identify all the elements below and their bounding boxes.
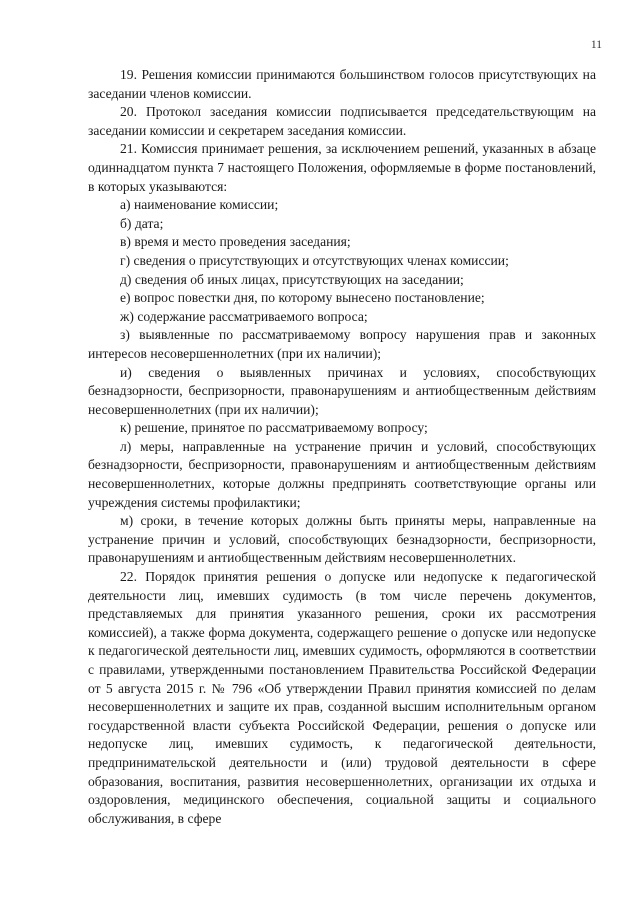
list-item-z: з) выявленные по рассматриваемому вопросу нарушения прав и законных интересов несовершеннолетних (при их наличии); — [88, 327, 596, 361]
document-body — [88, 66, 596, 828]
list-item-e: е) вопрос повестки дня, по которому вынесено постановление; — [120, 290, 485, 306]
paragraph-22: 22. Порядок принятия решения о допуске или недопуске к педагогической деятельности лиц, имевших судимость (в том числе перечень документов, представляемых для принятия указанного решения, сроки их рассмотрения комиссией), а также форма документа, содержащего решение о допуске или недопуске к педагогической деятельности лиц, имевших судимость, оформляются в соответствии с правилами, утвержденными постановлением Правительства Российской Федерации от 5 августа 2015 г. № 796 «Об утверждении Правил принятия комиссией по делам несовершеннолетних и защите их прав, созданной высшим исполнительным органом государственной власти субъекта Российской Федерации, решения о допуске или недопуске лиц, имевших судимость, к педагогической деятельности, предпринимательской деятельности и (или) трудовой деятельности в сфере образования, воспитания, развития несовершеннолетних, организации их отдыха и оздоровления, медицинского обеспечения, социальной защиты и социального обслуживания, в сфере — [88, 569, 596, 826]
list-item-i: и) сведения о выявленных причинах и условиях, способствующих безнадзорности, беспризорности, правонарушениям и антиобщественным действиям несовершеннолетних (при их наличии); — [88, 364, 596, 417]
page-number: 11 — [590, 39, 602, 51]
paragraph-21: 21. Комиссия принимает решения, за исключением решений, указанных в абзаце одиннадцатом пункта 7 настоящего Положения, оформляемые в форме постановлений, в которых указываются: — [88, 141, 596, 194]
list-item-l: л) меры, направленные на устранение причин и условий, способствующих безнадзорности, беспризорности, правонарушениям и антиобщественным действиям несовершеннолетних, которые должны предпринять соответствующие органы или учреждения системы профилактики; — [88, 438, 596, 510]
paragraph-20: 20. Протокол заседания комиссии подписывается председательствующим на заседании комиссии и секретарем заседания комиссии. — [88, 104, 596, 138]
list-item-d: д) сведения об иных лицах, присутствующих на заседании; — [120, 271, 464, 287]
list-item-m: м) сроки, в течение которых должны быть приняты меры, направленные на устранение причин и условий, способствующих безнадзорности, беспризорности, правонарушениям и антиобщественным действиям несовершеннолетних. — [88, 513, 596, 566]
list-item-a: а) наименование комиссии; — [120, 197, 279, 213]
paragraph-19: 19. Решения комиссии принимаются большинством голосов присутствующих на заседании членов комиссии. — [88, 67, 596, 101]
list-item-k: к) решение, принятое по рассматриваемому вопросу; — [120, 420, 428, 436]
list-item-b: б) дата; — [120, 215, 164, 231]
list-item-v: в) время и место проведения заседания; — [120, 234, 351, 250]
list-item-g: г) сведения о присутствующих и отсутствующих членах комиссии; — [120, 252, 509, 268]
list-item-zh: ж) содержание рассматриваемого вопроса; — [120, 308, 368, 324]
